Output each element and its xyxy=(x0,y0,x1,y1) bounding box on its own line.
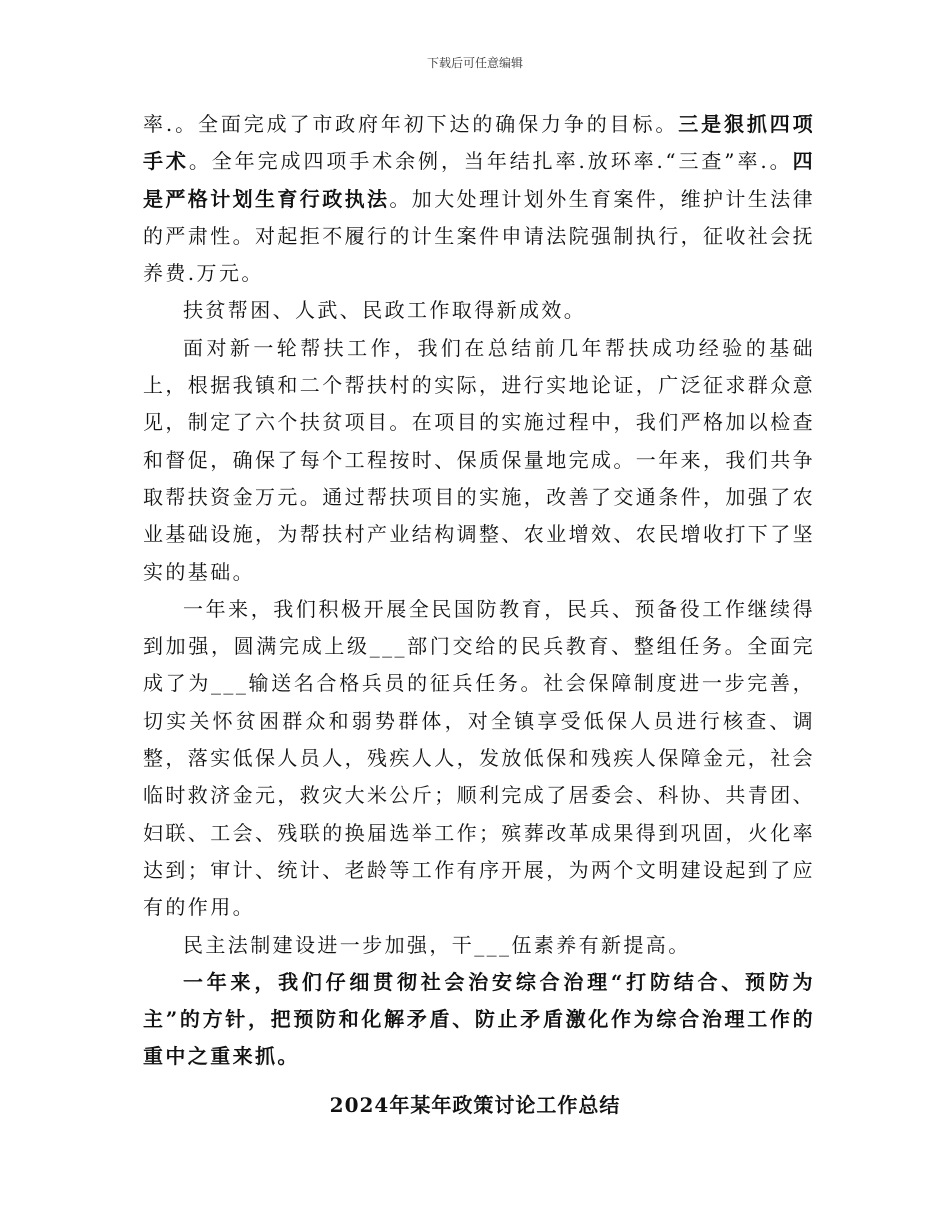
bold-text-run: 一年来，我们仔细贯彻社会治安综合治理“打防结合、预防为主”的方针，把预防和化解矛盾、防止矛盾激化作为综合治理工作的重中之重来抓。 xyxy=(143,969,815,1069)
paragraph-public-security xyxy=(143,964,815,1076)
text-run: 面对新一轮帮扶工作，我们在总结前几年帮扶成功经验的基础上，根据我镇和二个帮扶村的实际，进行实地论证，广泛征求群众意见，制定了六个扶贫项目。在项目的实施过程中，我们严格加以检查和督促，确保了每个工程按时、保质保量地完成。一年来，我们共争取帮扶资金万元。通过帮扶项目的实施，改善了交通条件，加强了农业基础设施，为帮扶村产业结构调整、农业增效、农民增收打下了坚实的基础。 xyxy=(143,335,815,584)
bold-text-run: 四是严格计划生育行政执法 xyxy=(143,149,815,211)
paragraph-national-defense xyxy=(143,591,815,927)
text-run: 一年来，我们积极开展全民国防教育，民兵、预备役工作继续得到加强，圆满完成上级___部门交给的民兵教育、整组任务。全面完成了为___输送名合格兵员的征兵任务。社会保障制度进一步完善，切实关怀贫困群众和弱势群体，对全镇享受低保人员进行核查、调整，落实低保人员人，残疾人人，发放低保和残疾人保障金元，社会临时救济金元，救灾大米公斤；顺利完成了居委会、科协、共青团、妇联、工会、残联的换届选举工作；殡葬改革成果得到巩固，火化率达到；审计、统计、老龄等工作有序开展，为两个文明建设起到了应有的作用。 xyxy=(143,596,815,920)
text-run: 民主法制建设进一步加强，干___伍素养有新提高。 xyxy=(183,932,691,957)
document-title: 2024年某年政策讨论工作总结 xyxy=(329,1093,621,1117)
paragraph-poverty-assistance xyxy=(143,330,815,591)
text-run: 率.。全面完成了市政府年初下达的确保力争的目标。 xyxy=(143,112,679,136)
paragraph-legal-construction xyxy=(143,927,815,964)
paragraph-family-planning xyxy=(143,106,815,292)
document-body xyxy=(143,106,815,1076)
paragraph-poverty-heading xyxy=(143,292,815,329)
bold-text-run: 三是狠抓四项手术 xyxy=(143,112,815,174)
text-run: 扶贫帮困、人武、民政工作取得新成效。 xyxy=(183,298,587,323)
text-run: 。全年完成四项手术余例，当年结扎率.放环率.“三查”率.。 xyxy=(188,149,793,174)
page-header: 下载后可任意编辑 xyxy=(426,56,523,70)
text-run: 。加大处理计划外生育案件，维护计生法律的严肃性。对起拒不履行的计生案件申请法院强制执行，征收社会抚养费.万元。 xyxy=(143,186,816,286)
